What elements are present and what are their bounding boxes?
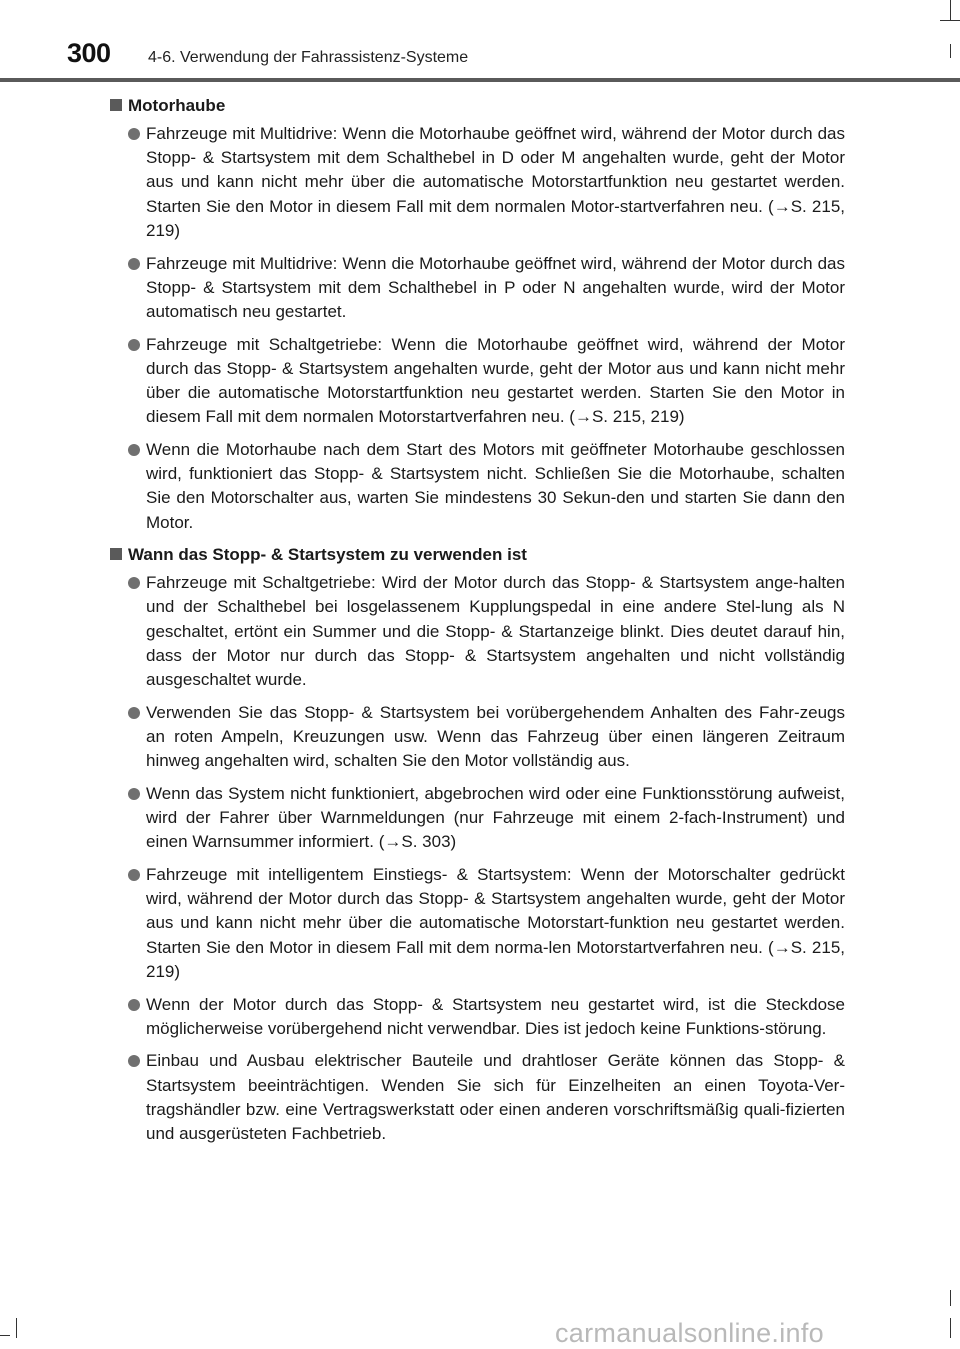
list-item-text: Fahrzeuge mit Multidrive: Wenn die Motorhaube geöffnet wird, während der Motor durch das Stopp- & Startsystem mit dem Schalthebel in P oder N angehalten wurde, wird der Motor automatisch neu gestartet. [146,253,845,321]
list-item-text: Fahrzeuge mit Multidrive: Wenn die Motorhaube geöffnet wird, während der Motor durch das Stopp- & Startsystem mit dem Schalthebel in D oder M angehalten wurde, geht der Motor aus und kann nicht mehr über die automatische Motorstartfunktion neu gestartet werden. Starten Sie den Motor in diesem Fall mit dem normalen Motor-startverfahren neu. (→S. 215, 219) [146,124,845,240]
circle-bullet-icon [128,707,140,719]
list-item-text: Wenn die Motorhaube nach dem Start des Motors mit geöffneter Motorhaube geschlossen wird, funktioniert das Stopp- & Startsystem nicht. Schließen Sie die Motorhaube, schalten Sie den Motorschalter aus, warten Sie mindestens 30 Sekun-den und starten Sie dann den Motor. [146,439,845,532]
crop-mark [950,1318,951,1338]
list-item [110,122,845,243]
crop-mark [950,0,951,20]
circle-bullet-icon [128,339,140,351]
list-item-text: Wenn der Motor durch das Stopp- & Startsystem neu gestartet wird, ist die Steckdose möglicherweise vorübergehend nicht verwendbar. Dies ist jedoch keine Funktions-störung. [146,994,845,1038]
list-item-text: Verwenden Sie das Stopp- & Startsystem bei vorübergehendem Anhalten des Fahr-zeugs an roten Ampeln, Kreuzungen usw. Wenn das Fahrzeug über einen längeren Zeitraum hinweg angehalten wird, schalten Sie den Motor vollständig aus. [146,702,845,771]
circle-bullet-icon [128,788,140,800]
crop-mark [16,1318,17,1338]
list-item-text: Einbau und Ausbau elektrischer Bauteile und drahtloser Geräte können das Stopp- & Startsystem beeinträchtigen. Wenden Sie sich für Einzelheiten an einen Toyota-Ver-tragshändler bzw. eine Vertragswerkstatt oder einen anderen vorschriftsmäßig quali-fizierten und ausgerüsteten Fachbetrieb. [146,1051,845,1144]
crop-mark [950,1290,951,1306]
section-heading-usage [110,543,845,567]
list-item [110,701,845,774]
list-item [110,438,845,535]
main-content [110,94,845,1155]
watermark-url: carmanualsonline.info [555,1318,824,1348]
section-heading-motorhaube [110,94,845,118]
list-item-text: Fahrzeuge mit Schaltgetriebe: Wenn die Motorhaube geöffnet wird, während der Motor durch das Stopp- & Startsystem angehalten wurde, geht der Motor aus und kann nicht mehr über die automatische Motorstartfunktion neu gestartet werden. Starten Sie den Motor in diesem Fall mit dem normalen Motorstartverfahren neu. (→S. 215, 219) [146,334,845,427]
circle-bullet-icon [128,1055,140,1067]
header-rule [0,78,960,82]
circle-bullet-icon [128,444,140,456]
square-bullet-icon [110,548,122,560]
list-item [110,333,845,430]
page-header [0,0,960,84]
section-heading-text: Wann das Stopp- & Startsystem zu verwenden ist [128,545,527,565]
section-title: 4-6. Verwendung der Fahrassistenz-Systeme [148,49,469,66]
circle-bullet-icon [128,869,140,881]
list-item [110,571,845,692]
circle-bullet-icon [128,128,140,140]
list-item [110,252,845,325]
crop-mark [950,44,951,58]
list-item-text: Wenn das System nicht funktioniert, abgebrochen wird oder eine Funktionsstörung aufweist, wird der Fahrer über Warnmeldungen (nur Fahrzeuge mit einem 2-fach-Instrument) und einen Warnsummer informiert. (→S. 303) [146,783,845,852]
list-item [110,993,845,1041]
list-item [110,782,845,855]
section-heading-text: Motorhaube [128,96,226,115]
circle-bullet-icon [128,258,140,270]
crop-mark [940,20,960,21]
circle-bullet-icon [128,577,140,589]
list-item [110,863,845,984]
page-number: 300 [67,38,111,68]
list-item [110,1049,845,1146]
crop-mark [0,1335,10,1336]
circle-bullet-icon [128,999,140,1011]
list-item-text: Fahrzeuge mit intelligentem Einstiegs- & Startsystem: Wenn der Motorschalter gedrückt wird, während der Motor durch das Stopp- & Startsystem angehalten wurde, geht der Motor aus und kann nicht mehr über die automatische Motorstart-funktion neu gestartet werden. Starten Sie den Motor in diesem Fall mit dem norma-len Motorstartverfahren neu. (→S. 215, 219) [146,864,845,981]
list-item-text: Fahrzeuge mit Schaltgetriebe: Wird der Motor durch das Stopp- & Startsystem ange-halten und der Schalthebel bei losgelassenem Kupplungspedal in eine andere Stel-lung als N geschaltet, ertönt ein Summer und die Stopp- & Startanzeige blinkt. Dies deutet darauf hin, dass der Motor nur durch das Stopp- & Startsystem angehalten und nicht vollständig ausgeschaltet wurde. [146,573,845,690]
square-bullet-icon [110,99,122,111]
